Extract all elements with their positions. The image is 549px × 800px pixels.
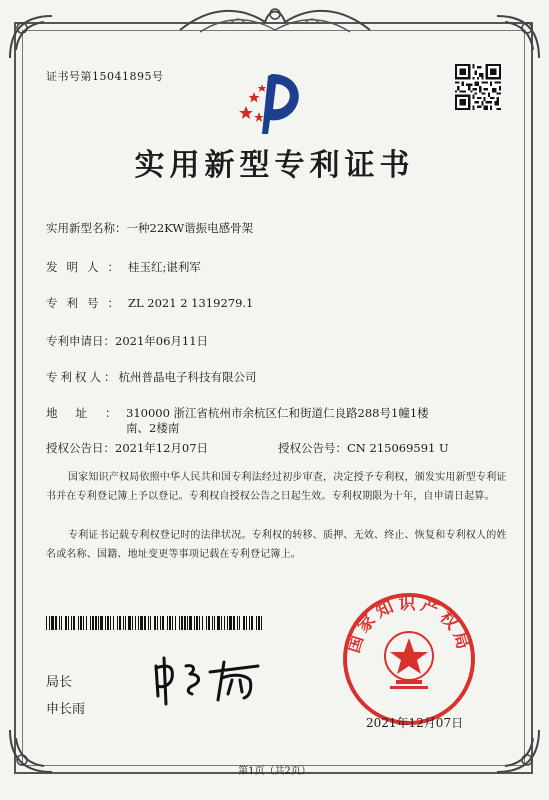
inventor-value: 桂玉红;谌利军 [128,260,201,274]
grant-date-label: 授权公告日： [46,441,115,455]
field-inventor [46,259,201,275]
corner-ornament-top-left [4,10,58,64]
certificate-number: 证书号第15041895号 [46,70,164,83]
director-title: 局长 [46,675,73,690]
inventor-label: 发明人： [46,260,128,274]
page-footer: 第1页（共2页） [238,766,311,777]
patent-office-logo [232,66,308,138]
grant-number-label: 授权公告号： [278,441,347,455]
patent-number-value: ZL 2021 2 1319279.1 [128,296,254,310]
model-name-value: 一种22KW谐振电感骨架 [126,221,254,235]
patent-number-label: 专利号： [46,296,128,310]
barcode [46,616,262,630]
seal-text: 国家知识产权局 [343,593,475,656]
grant-statement-paragraph: 国家知识产权局依照中华人民共和国专利法经过初步审查，决定授予专利权，颁发实用新型专利证书并在专利登记簿上予以登记。专利权自授权公告之日起生效。专利权期限为十年，自申请日起算。 [46,472,507,502]
field-filing-date [46,333,208,349]
model-name-label: 实用新型名称： [46,221,127,235]
address-label: 地址： [46,406,135,420]
field-patent-number [46,295,253,311]
director-signature [148,652,268,706]
legal-status-paragraph: 专利证书记载专利权登记时的法律状况。专利权的转移、质押、无效、终止、恢复和专利权人的姓名或名称、国籍、地址变更等事项记载在专利登记簿上。 [46,530,507,560]
director-name: 申长雨 [46,702,86,717]
qr-code [455,64,501,110]
official-seal [340,590,478,728]
field-address [46,405,429,421]
field-patentee [46,369,257,385]
address-value-line2: 南、2楼南 [126,421,180,435]
patentee-value: 杭州普晶电子科技有限公司 [118,370,257,384]
patentee-label: 专利权人： [46,370,119,384]
grant-date-value: 2021年12月07日 [115,441,209,455]
field-grant-number [278,440,449,456]
grant-number-value: CN 215069591 U [347,441,449,455]
filing-date-value: 2021年06月11日 [115,334,209,348]
field-model-name [46,220,253,236]
seal-date: 2021年12月07日 [366,716,464,730]
top-ornament [170,2,380,38]
field-grant-date [46,440,208,456]
corner-ornament-top-right [491,10,545,64]
certificate-title: 实用新型专利证书 [134,148,415,183]
filing-date-label: 专利申请日： [46,334,115,348]
address-value-line1: 310000 浙江省杭州市余杭区仁和街道仁良路288号1幢1楼 [126,406,429,420]
